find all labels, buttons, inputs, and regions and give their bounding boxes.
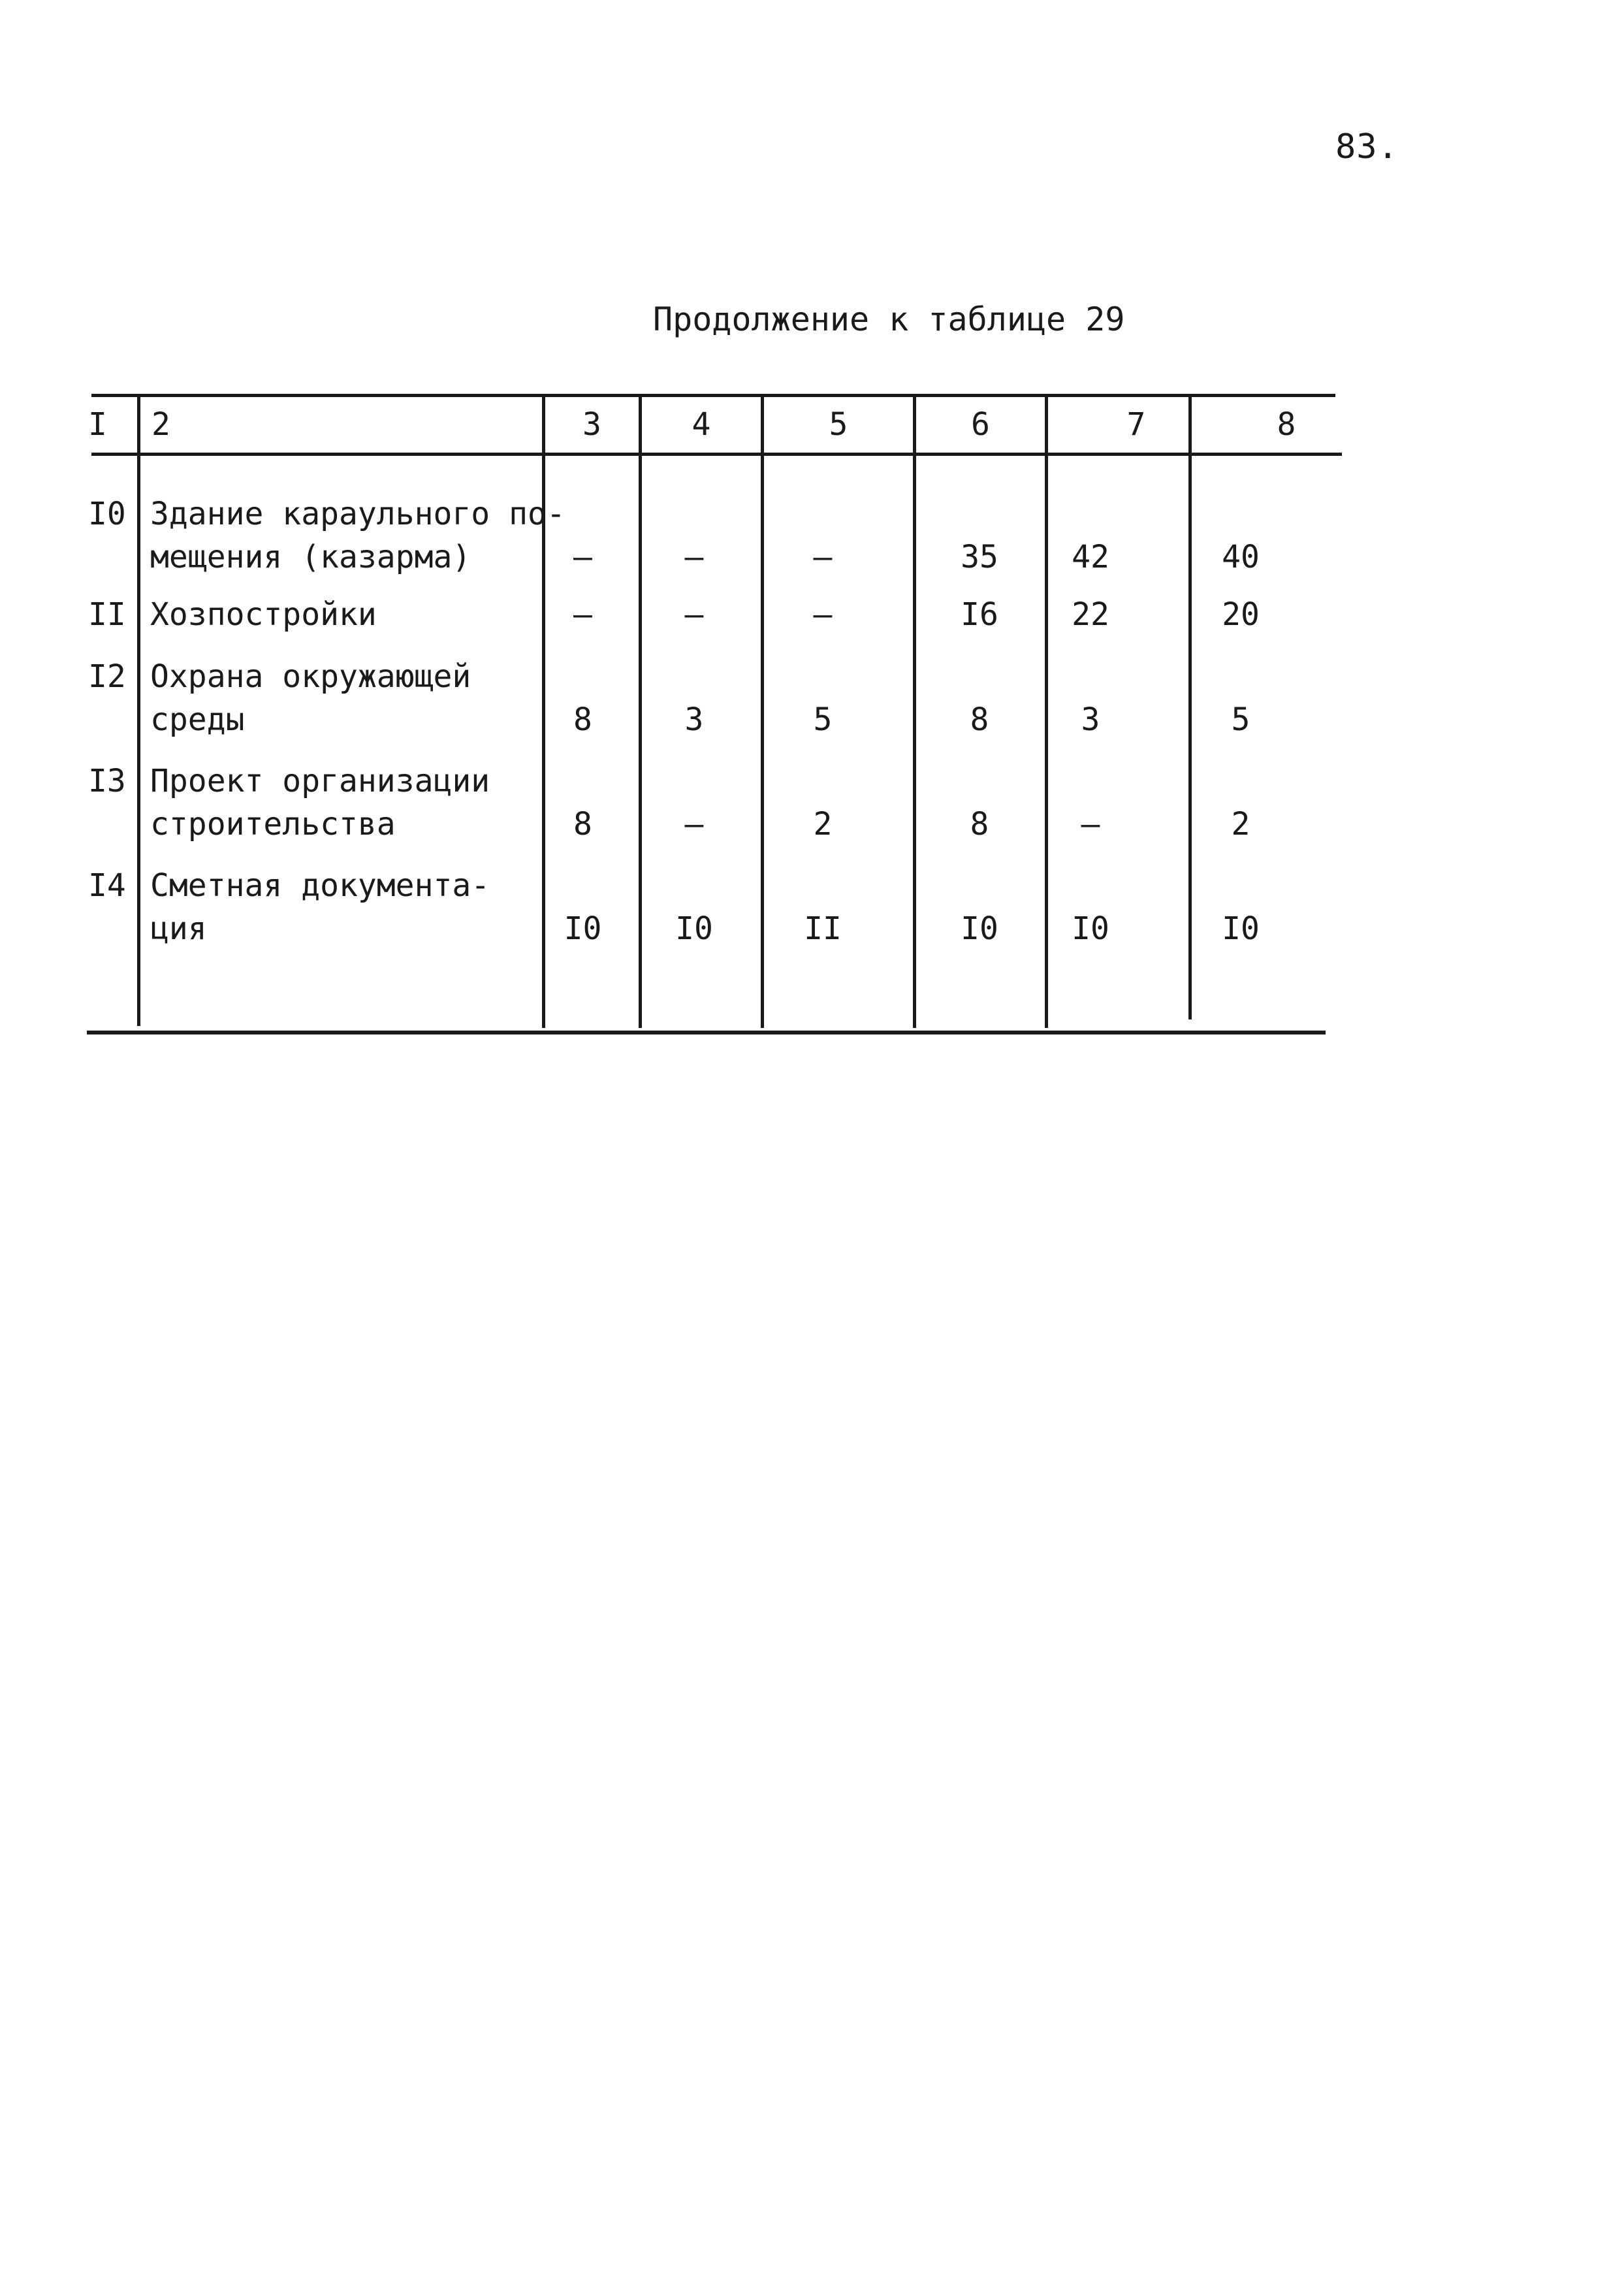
value-col-7: 42 (1072, 539, 1109, 575)
row-number: I0 (88, 496, 126, 532)
value-col-4: – (684, 596, 704, 633)
value-col-5: 5 (813, 701, 833, 738)
row-name-line: строительства (150, 806, 396, 842)
header-cell-2: 2 (151, 406, 170, 443)
value-col-8: 40 (1222, 539, 1260, 575)
header-cell-5: 5 (829, 406, 848, 443)
value-col-3: 8 (573, 806, 592, 842)
value-col-4: – (684, 539, 704, 575)
value-col-8: 5 (1231, 701, 1250, 738)
header-cell-7: 7 (1126, 406, 1146, 443)
value-col-5: – (813, 596, 833, 633)
header-cell-1: I (88, 406, 107, 443)
table-header-rule (91, 453, 1342, 456)
row-name-line: мещения (казарма) (150, 539, 471, 575)
value-col-6: 35 (961, 539, 998, 575)
header-cell-8: 8 (1277, 406, 1296, 443)
row-name-line: Здание караульного по- (150, 496, 565, 532)
column-divider-4 (761, 396, 764, 1028)
value-col-6: I6 (961, 596, 998, 633)
value-col-3: – (573, 539, 592, 575)
row-name-line: Проект организации (150, 763, 490, 799)
value-col-4: I0 (675, 910, 713, 947)
value-col-8: 20 (1222, 596, 1260, 633)
value-col-6: 8 (970, 701, 989, 738)
value-col-5: II (804, 910, 842, 947)
row-number: I3 (88, 763, 126, 799)
value-col-3: I0 (564, 910, 602, 947)
row-number: I2 (88, 658, 126, 695)
row-number: II (88, 596, 126, 633)
value-col-8: 2 (1231, 806, 1250, 842)
value-col-7: I0 (1072, 910, 1109, 947)
value-col-3: 8 (573, 701, 592, 738)
value-col-7: 3 (1081, 701, 1100, 738)
header-cell-6: 6 (971, 406, 990, 443)
value-col-4: 3 (684, 701, 704, 738)
page-number: 83. (1335, 127, 1399, 167)
row-name-line: ция (150, 910, 207, 947)
value-col-5: – (813, 539, 833, 575)
table-top-rule (91, 394, 1335, 397)
row-name-line: Хозпостройки (150, 596, 377, 633)
row-number: I4 (88, 867, 126, 904)
value-col-7: – (1081, 806, 1100, 842)
column-divider-1 (137, 396, 140, 1026)
header-cell-3: 3 (582, 406, 601, 443)
value-col-6: I0 (961, 910, 998, 947)
value-col-8: I0 (1222, 910, 1260, 947)
column-divider-5 (913, 396, 916, 1028)
table-bottom-rule (87, 1031, 1326, 1034)
row-name-line: Охрана окружающей (150, 658, 471, 695)
value-col-7: 22 (1072, 596, 1109, 633)
value-col-4: – (684, 806, 704, 842)
header-cell-4: 4 (692, 406, 711, 443)
value-col-6: 8 (970, 806, 989, 842)
table-caption: Продолжение к таблице 29 (653, 300, 1125, 338)
row-name-line: среды (150, 701, 245, 738)
row-name-line: Сметная документа- (150, 867, 490, 904)
value-col-3: – (573, 596, 592, 633)
value-col-5: 2 (813, 806, 833, 842)
